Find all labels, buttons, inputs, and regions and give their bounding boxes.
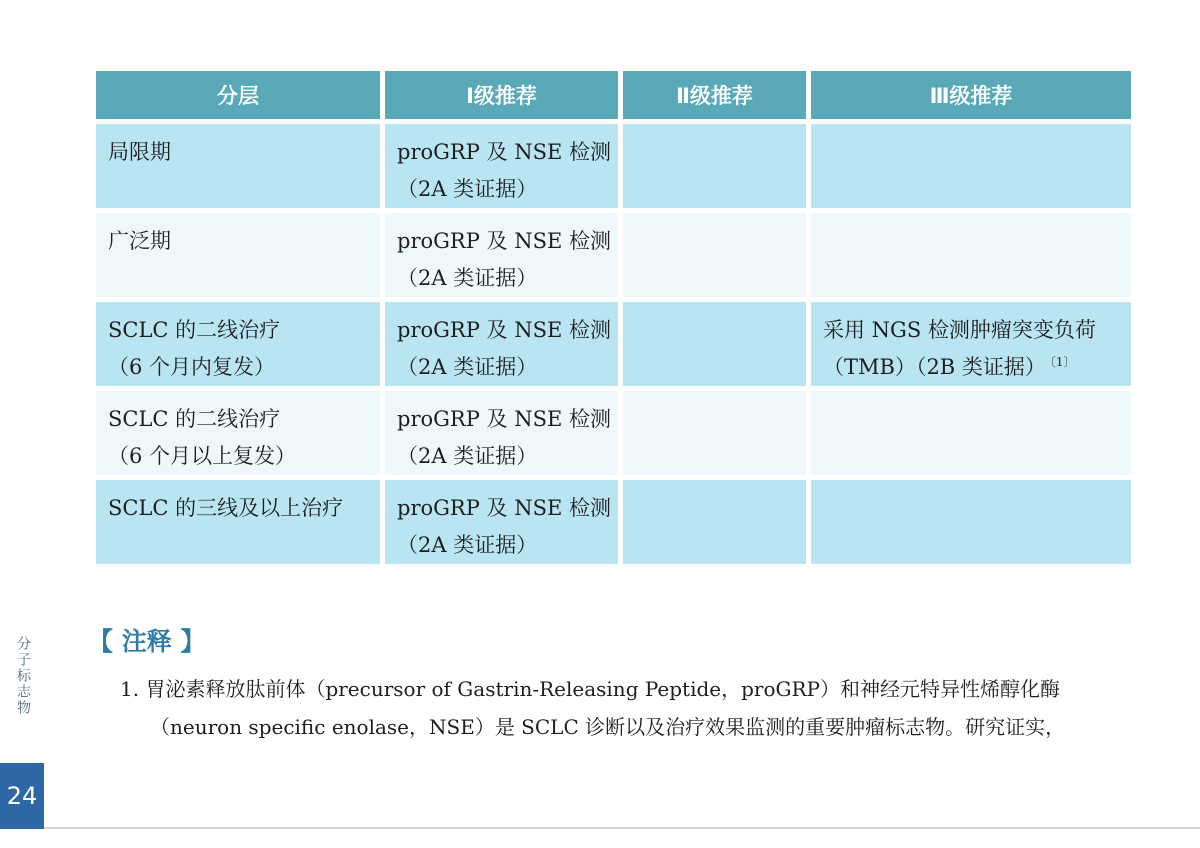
- table-row: [96, 213, 1131, 297]
- header-level-2: Ⅱ级推荐: [623, 71, 806, 119]
- cell-level3: [811, 302, 1131, 386]
- cell-line: proGRP 及 NSE 检测: [397, 229, 611, 253]
- cell-level1: [385, 480, 618, 564]
- cell-line: 局限期: [108, 140, 171, 164]
- cell-level1: [385, 213, 618, 297]
- cell-level1: [385, 124, 618, 208]
- note-item-1: [120, 670, 1150, 746]
- cell-stratum: [96, 480, 380, 564]
- cell-level3: [811, 480, 1131, 564]
- cell-level2: [623, 302, 806, 386]
- page-bottom-rule: [44, 827, 1200, 829]
- cell-line: （2A 类证据）: [397, 177, 538, 201]
- cell-line: SCLC 的二线治疗: [108, 407, 281, 431]
- table-row: [96, 391, 1131, 475]
- note-line: （neuron specific enolase，NSE）是 SCLC 诊断以及治疗效果监测的重要肿瘤标志物。研究证实，: [150, 715, 1066, 739]
- table-header-row: [96, 71, 1131, 119]
- cell-level1: [385, 391, 618, 475]
- cell-stratum: [96, 124, 380, 208]
- table-row: [96, 124, 1131, 208]
- cell-line: （6 个月以上复发）: [108, 444, 297, 468]
- cell-line: 采用 NGS 检测肿瘤突变负荷: [823, 318, 1096, 342]
- cell-line: 广泛期: [108, 229, 171, 253]
- cell-level2: [623, 480, 806, 564]
- table-row: [96, 480, 1131, 564]
- header-level-1: Ⅰ级推荐: [385, 71, 618, 119]
- cell-line: （2A 类证据）: [397, 266, 538, 290]
- cell-line: proGRP 及 NSE 检测: [397, 140, 611, 164]
- table-row: [96, 302, 1131, 386]
- section-side-label: 分子标志物: [15, 636, 31, 716]
- cell-line: [823, 349, 1119, 386]
- citation-ref: 〔1〕: [1049, 355, 1076, 369]
- cell-line: （2A 类证据）: [397, 444, 538, 468]
- cell-stratum: [96, 391, 380, 475]
- cell-level1: [385, 302, 618, 386]
- note-line: 1. 胃泌素释放肽前体（precursor of Gastrin-Releasing Peptide，proGRP）和神经元特异性烯醇化酶: [120, 677, 1061, 701]
- cell-line: proGRP 及 NSE 检测: [397, 318, 611, 342]
- header-stratum: 分层: [96, 71, 380, 119]
- cell-level2: [623, 391, 806, 475]
- cell-line-text: （TMB）（2B 类证据）: [823, 355, 1046, 379]
- cell-stratum: [96, 302, 380, 386]
- cell-level3: [811, 391, 1131, 475]
- cell-line: （2A 类证据）: [397, 355, 538, 379]
- cell-level3: [811, 213, 1131, 297]
- cell-line: （2A 类证据）: [397, 533, 538, 557]
- cell-line: SCLC 的二线治疗: [108, 318, 281, 342]
- page-number: 24: [0, 763, 44, 829]
- cell-line: proGRP 及 NSE 检测: [397, 496, 611, 520]
- cell-level2: [623, 213, 806, 297]
- cell-line: （6 个月内复发）: [108, 355, 276, 379]
- table-body: [96, 124, 1131, 564]
- cell-level2: [623, 124, 806, 208]
- cell-stratum: [96, 213, 380, 297]
- cell-line: proGRP 及 NSE 检测: [397, 407, 611, 431]
- notes-heading: 【 注释 】: [88, 627, 206, 656]
- recommendation-table: [91, 66, 1136, 569]
- cell-level3: [811, 124, 1131, 208]
- header-level-3: Ⅲ级推荐: [811, 71, 1131, 119]
- cell-line: SCLC 的三线及以上治疗: [108, 496, 344, 520]
